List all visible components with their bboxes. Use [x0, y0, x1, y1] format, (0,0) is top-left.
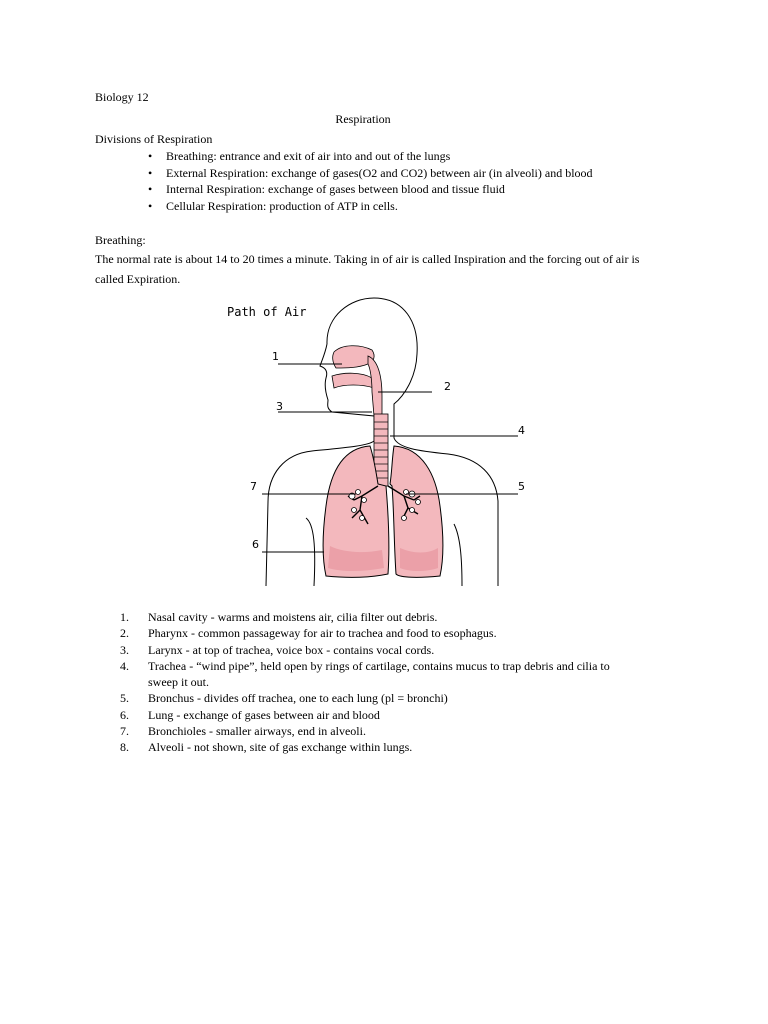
bullet-icon: • [148, 182, 153, 196]
list-item-text: Breathing: entrance and exit of air into and out of the lungs [166, 149, 451, 163]
divisions-heading: Divisions of Respiration [95, 132, 213, 146]
list-item-text: External Respiration: exchange of gases(O2 and CO2) between air (in alveoli) and blood [166, 165, 593, 180]
list-item-text: Nasal cavity - warms and moistens air, cilia filter out debris. [148, 610, 438, 624]
list-item [120, 609, 628, 625]
list-item-text: Alveoli - not shown, site of gas exchange within lungs. [148, 740, 413, 755]
list-item [120, 625, 628, 641]
figure-label-1: 1 [272, 350, 279, 363]
figure-label-4: 4 [518, 424, 525, 437]
list-item [148, 148, 593, 165]
list-item [148, 165, 593, 182]
list-item-text: Larynx - at top of trachea, voice box - contains vocal cords. [148, 642, 435, 657]
list-item-text: Cellular Respiration: production of ATP in cells. [166, 198, 398, 213]
figure-label-5: 5 [518, 480, 525, 493]
list-number: 2. [120, 626, 129, 641]
page-title: Respiration [335, 112, 391, 126]
list-item-text: Pharynx - common passageway for air to trachea and food to esophagus. [148, 626, 497, 641]
bullet-icon: • [148, 198, 153, 213]
breathing-heading: Breathing: [95, 233, 146, 247]
mouth-shape [332, 373, 374, 388]
list-item [120, 723, 628, 739]
parts-list [120, 609, 628, 756]
list-item-text: Trachea - “wind pipe”, held open by rings of cartilage, contains mucus to trap debris and cilia to sweep it out. [148, 658, 610, 690]
list-item-text: Lung - exchange of gases between air and blood [148, 707, 380, 722]
figure-label-7: 7 [250, 480, 257, 493]
divisions-list [148, 148, 593, 214]
figure-label-3: 3 [276, 400, 283, 413]
list-item [120, 739, 628, 755]
course-name: Biology 12 [95, 90, 149, 104]
list-number: 6. [120, 707, 129, 722]
list-number: 4. [120, 658, 129, 673]
label-pointers [262, 364, 518, 552]
breathing-paragraph: The normal rate is about 14 to 20 times a minute. Taking in of air is called Inspiration and the forcing out of air is called Expiration. [95, 252, 640, 286]
arm-outline-right [454, 524, 462, 586]
list-item-text: Bronchioles - smaller airways, end in alveoli. [148, 724, 366, 739]
list-item-text: Bronchus - divides off trachea, one to each lung (pl = bronchi) [148, 691, 448, 706]
list-number: 7. [120, 724, 129, 739]
figure-title: Path of Air [227, 305, 307, 319]
figure-label-6: 6 [252, 538, 259, 551]
list-number: 5. [120, 691, 129, 706]
list-number: 3. [120, 642, 129, 657]
bullet-icon: • [148, 149, 153, 163]
bullet-icon: • [148, 165, 153, 180]
list-item-text: Internal Respiration: exchange of gases between blood and tissue fluid [166, 182, 505, 196]
list-item [120, 690, 628, 706]
list-item [120, 707, 628, 723]
figure-label-2: 2 [444, 380, 451, 393]
respiratory-diagram [222, 296, 536, 588]
list-number: 8. [120, 740, 129, 755]
list-item [148, 198, 593, 215]
list-number: 1. [120, 610, 129, 624]
list-item [120, 642, 628, 658]
list-item [148, 181, 593, 198]
list-item [120, 658, 628, 691]
